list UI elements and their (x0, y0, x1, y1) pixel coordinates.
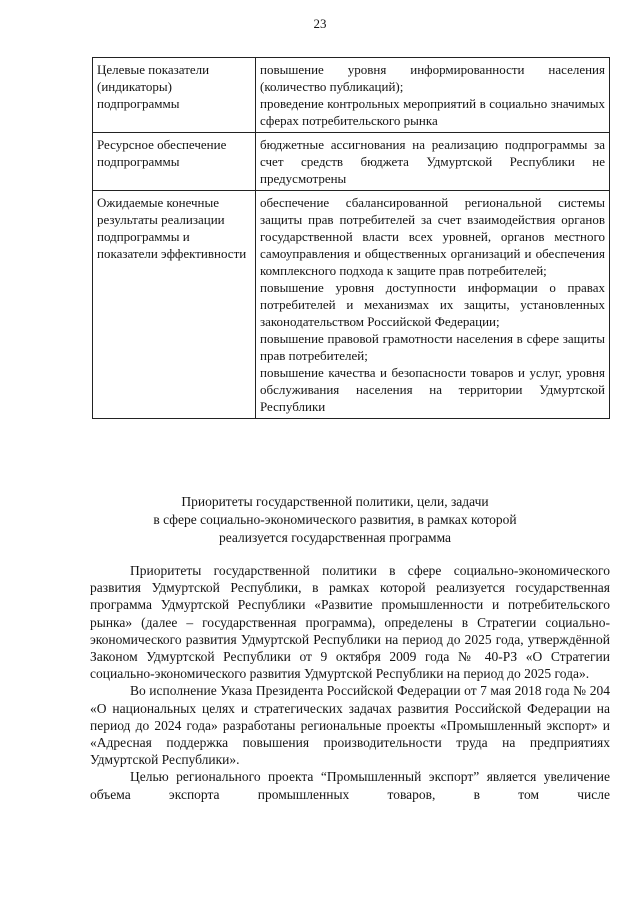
value-item: проведение контрольных мероприятий в социально значимых сферах потребительского рынка (260, 96, 605, 128)
paragraph: Целью регионального проекта “Промышленный экспорт” является увеличение объема экспорта промышленных товаров, в том числе (90, 769, 610, 802)
paragraph: Приоритеты государственной политики в сфере социально-экономического развития Удмуртской Республики, в рамках которой реализуется государственная программа Удмуртской Республики «Развитие промышленности и потребительского рынка» (далее – государственная программа), определены в Стратегии социально-экономического развития Удмуртской Республики на период до 2025 года, утверждённой Законом Удмуртской Республики от 9 октября 2009 года № 40-РЗ «О Стратегии социально-экономического развития Удмуртской Республики на период до 2025 года». (90, 563, 610, 682)
subprogram-passport-table (92, 57, 610, 419)
value-item: обеспечение сбалансированной региональной системы защиты прав потребителей за счет взаимодействия органов государственной власти всех уровней, органов местного самоуправления и общественных организаций и обеспечения комплексного подхода к защите прав потребителей; (260, 195, 605, 278)
body-text (90, 562, 610, 803)
table-row (93, 58, 610, 133)
row-value (256, 58, 610, 133)
row-label: Целевые показатели (индикаторы) подпрограммы (93, 58, 256, 133)
value-item: повышение уровня доступности информации о правах потребителей и механизмах их защиты, установленных законодательством Российской Федерации; (260, 280, 605, 329)
heading-line: реализуется государственная программа (218, 530, 452, 545)
row-label: Ожидаемые конечные результаты реализации подпрограммы и показатели эффективности (93, 191, 256, 419)
heading-line: в сфере социально-экономического развития, в рамках которой (153, 512, 517, 527)
row-value (256, 191, 610, 419)
section-heading (60, 493, 610, 547)
value-item: повышение качества и безопасности товаров и услуг, уровня обслуживания населения на территории Удмуртской Республики (260, 365, 605, 414)
value-item: повышение уровня информированности населения (количество публикаций); (260, 62, 605, 94)
page-number: 23 (313, 16, 327, 31)
value-item: бюджетные ассигнования на реализацию подпрограммы за счет средств бюджета Удмуртской Республики не предусмотрены (260, 137, 605, 186)
table-row (93, 133, 610, 191)
heading-line: Приоритеты государственной политики, цели, задачи (181, 494, 489, 509)
value-item: повышение правовой грамотности населения в сфере защиты прав потребителей; (260, 331, 605, 363)
row-value (256, 133, 610, 191)
table-row (93, 191, 610, 419)
paragraph: Во исполнение Указа Президента Российской Федерации от 7 мая 2018 года № 204 «О национальных целях и стратегических задачах развития Российской Федерации на период до 2024 года» разработаны региональные проекты «Промышленный экспорт» и «Адресная поддержка повышения производительности труда на предприятиях Удмуртской Республики». (90, 683, 610, 768)
row-label: Ресурсное обеспечение подпрограммы (93, 133, 256, 191)
